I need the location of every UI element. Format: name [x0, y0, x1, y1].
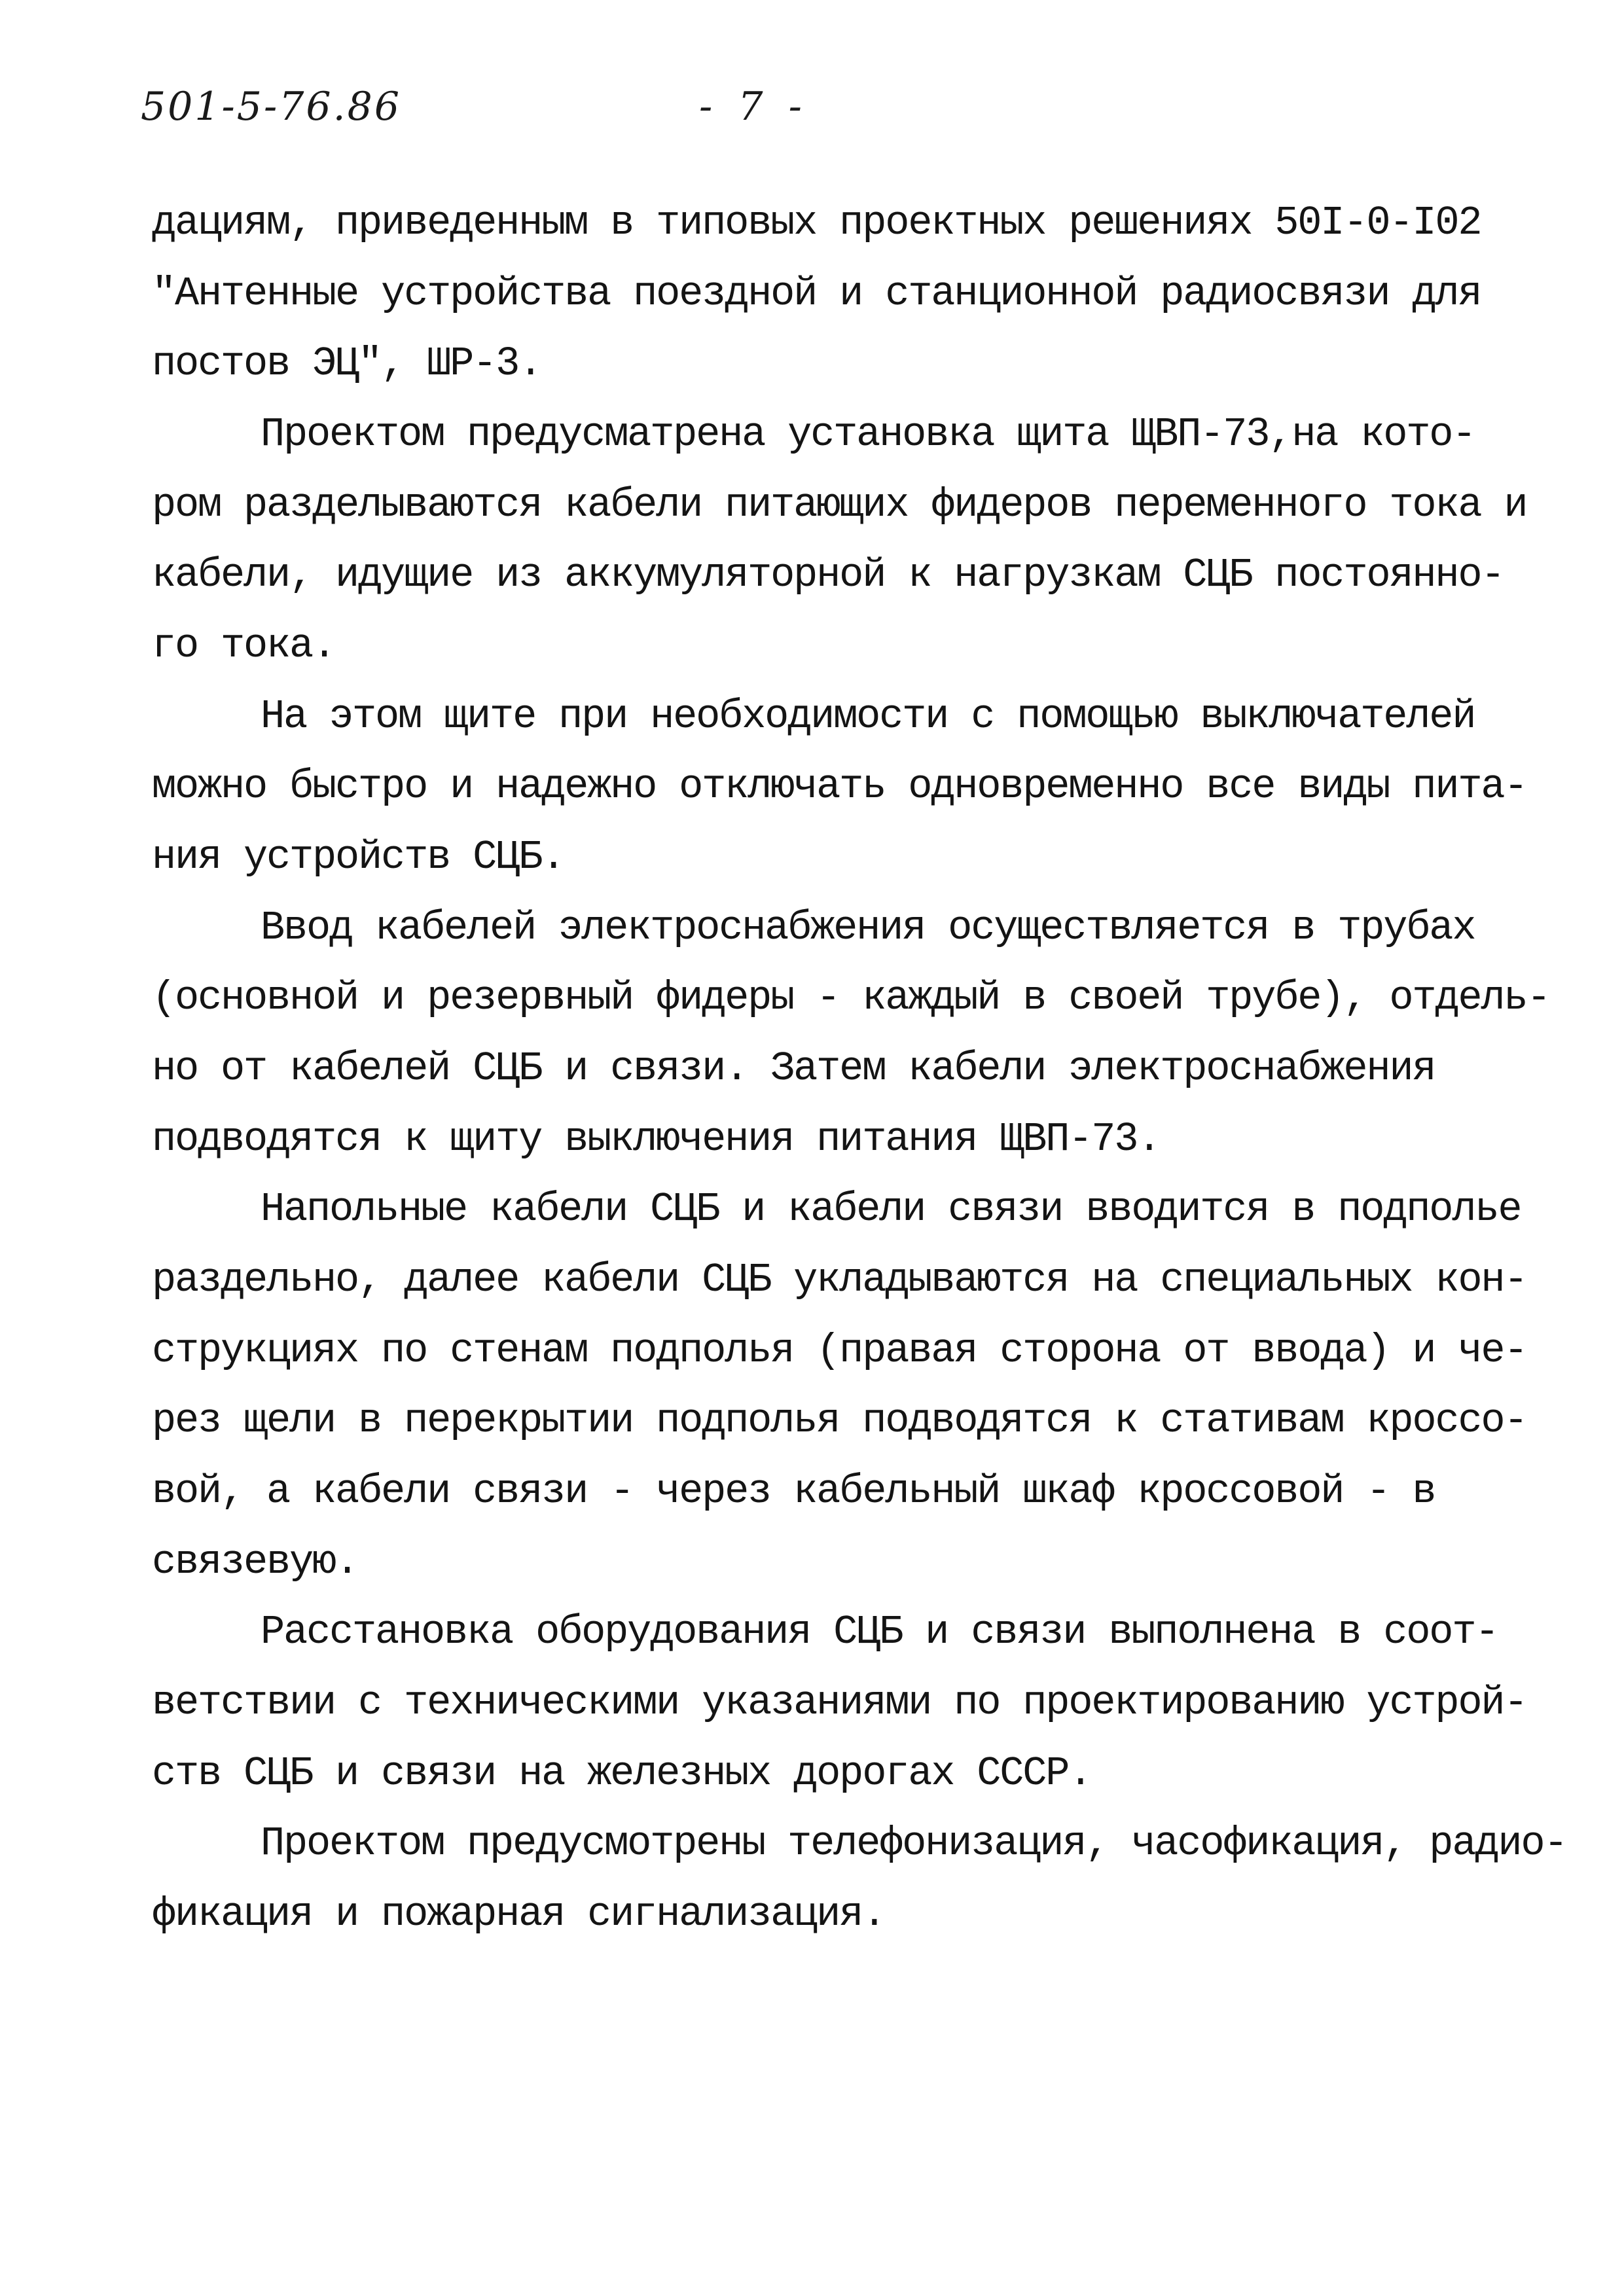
text-line: ния устройств СЦБ.	[152, 834, 565, 880]
text-line: го тока.	[152, 622, 336, 669]
text-line: дациям, приведенным в типовых проектных решениях 50I-0-I02	[152, 200, 1481, 246]
text-line: связевую.	[152, 1539, 359, 1585]
text-line: подводятся к щиту выключения питания ЩВП-73.	[152, 1116, 1161, 1162]
text-line: фикация и пожарная сигнализация.	[152, 1891, 886, 1937]
text-line: рез щели в перекрытии подполья подводятся к стативам кроссо-	[152, 1397, 1527, 1444]
text-line: Ввод кабелей электроснабжения осуществляется в трубах	[261, 905, 1475, 951]
text-line: ств СЦБ и связи на железных дорогах СССР.	[152, 1750, 1092, 1797]
text-line: Расстановка оборудования СЦБ и связи выполнена в соот-	[261, 1609, 1498, 1655]
text-line: (основной и резервный фидеры - каждый в своей трубе), отдель-	[152, 975, 1550, 1021]
page-number: - 7 -	[699, 84, 808, 130]
text-line: но от кабелей СЦБ и связи. Затем кабели электроснабжения	[152, 1045, 1435, 1092]
text-line: На этом щите при необходимости с помощью выключателей	[261, 693, 1475, 740]
text-line: ветствии с техническими указаниями по проектированию устрой-	[152, 1679, 1527, 1726]
text-line: струкциях по стенам подполья (правая сторона от ввода) и че-	[152, 1327, 1527, 1374]
text-line: постов ЭЦ", ШР-3.	[152, 340, 542, 387]
text-line: Проектом предусмотрены телефонизация, часофикация, радио-	[261, 1820, 1567, 1867]
text-line: Проектом предусматрена установка щита ЩВП-73,на котo-	[261, 411, 1475, 457]
text-line: ром разделываются кабели питающих фидеров переменного тока и	[152, 482, 1527, 528]
text-line: вой, а кабели связи - через кабельный шкаф кроссовой - в	[152, 1468, 1435, 1515]
text-line: Напольные кабели СЦБ и кабели связи вводится в подполье	[261, 1186, 1521, 1232]
text-line: раздельно, далее кабели СЦБ укладываются на специальных кон-	[152, 1257, 1527, 1303]
text-line: кабели, идущие из аккумуляторной к нагрузкам СЦБ постоянно-	[152, 552, 1504, 598]
document-code: 501-5-76.86	[141, 84, 402, 130]
text-line: можно быстро и надежно отключать одновременно все виды пита-	[152, 763, 1527, 810]
text-line: "Антенные устройства поездной и станционной радиосвязи для	[152, 270, 1481, 317]
